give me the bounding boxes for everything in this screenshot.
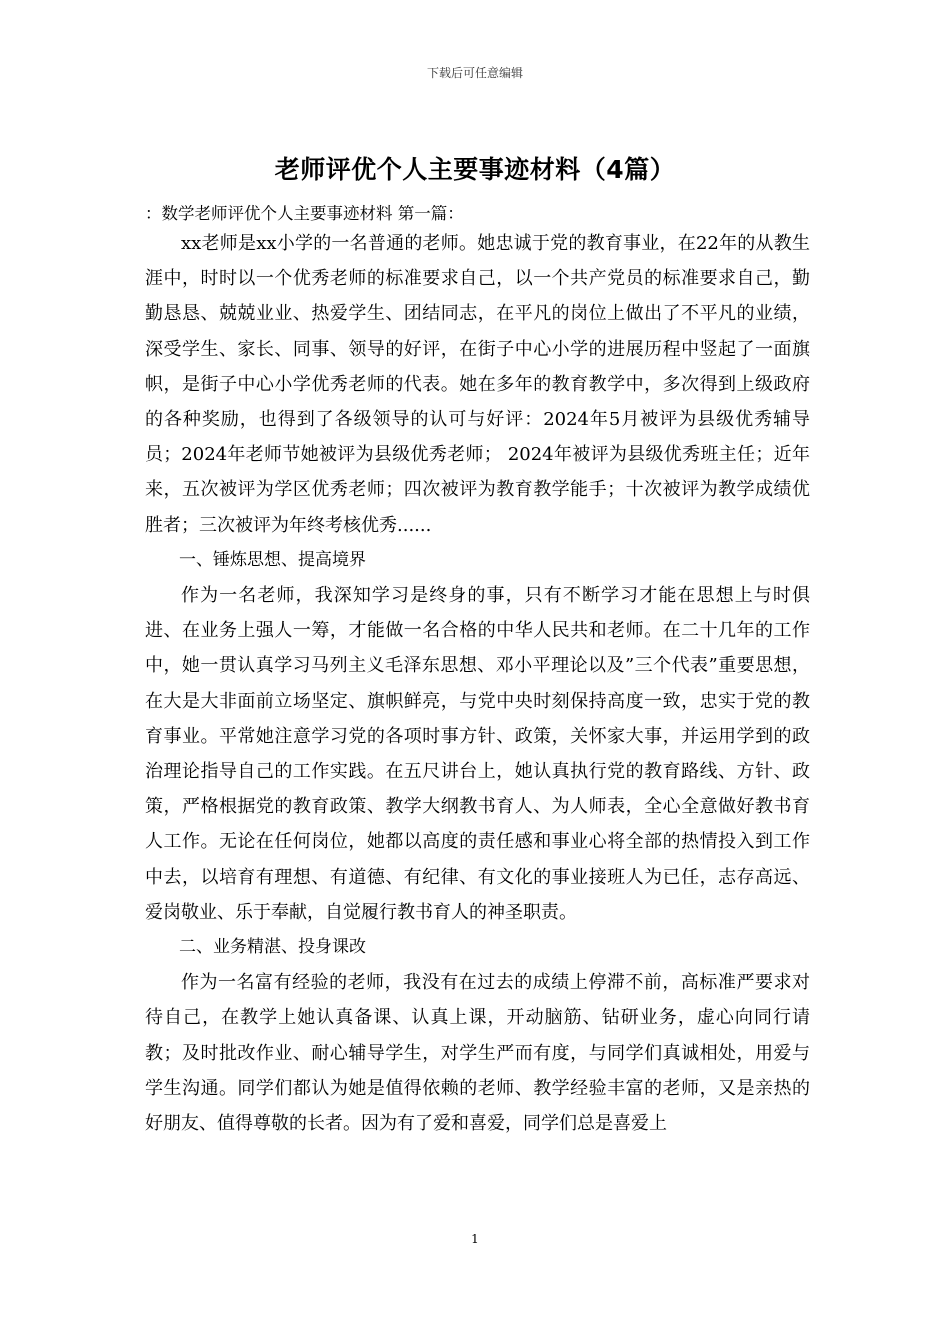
- paragraph-section-1: 作为一名老师，我深知学习是终身的事，只有不断学习才能在思想上与时俱进、在业务上强人一筹，才能做一名合格的中华人民共和老师。在二十几年的工作中，她一贯认真学习马列主义毛泽东思想、邓小平理论以及”三个代表”重要思想，在大是大非面前立场坚定、旗帜鲜亮，与党中央时刻保持高度一致，忠实于党的教育事业。平常她注意学习党的各项时事方针、政策，关怀家大事，并运用学到的政治理论指导自己的工作实践。在五尺讲台上，她认真执行党的教育路线、方针、政策，严格根据党的教育政策、教学大纲教书育人、为人师表，全心全意做好教书育人工作。无论在任何岗位，她都以高度的责任感和事业心将全部的热情投入到工作中去，以培育有理想、有道德、有纪律、有文化的事业接班人为已任，志存高远、爱岗敬业、乐于奉献，自觉履行教书育人的神圣职责。: [145, 585, 810, 923]
- document-body: [145, 226, 810, 1141]
- section-heading-2: 二、业务精湛、投身课改: [179, 937, 366, 958]
- document-title: 老师评优个人主要事迹材料（4篇）: [274, 155, 676, 184]
- section-heading-1: 一、锤炼思想、提高境界: [179, 549, 366, 570]
- paragraph-intro: xx老师是xx小学的一名普通的老师。她忠诚于党的教育事业，在22年的从教生涯中，时时以一个优秀老师的标准要求自己，以一个共产党员的标准要求自己，勤勤恳恳、兢兢业业、热爱学生、团结同志，在平凡的岗位上做出了不平凡的业绩，深受学生、家长、同事、领导的好评，在街子中心小学的进展历程中竖起了一面旗帜，是街子中心小学优秀老师的代表。她在多年的教育教学中，多次得到上级政府的各种奖励，也得到了各级领导的认可与好评：2024年5月被评为县级优秀辅导员；2024年老师节她被评为县级优秀老师； 2024年被评为县级优秀班主任；近年来，五次被评为学区优秀老师；四次被评为教育教学能手；十次被评为教学成绩优胜者；三次被评为年终考核优秀......: [145, 233, 810, 536]
- paragraph-section-2: 作为一名富有经验的老师，我没有在过去的成绩上停滞不前，高标准严要求对待自己，在教学上她认真备课、认真上课，开动脑筋、钻研业务，虚心向同行请教；及时批改作业、耐心辅导学生，对学生严而有度，与同学们真诚相处，用爱与学生沟通。同学们都认为她是值得依赖的老师、教学经验丰富的老师，又是亲热的好朋友、值得尊敬的长者。因为有了爱和喜爱，同学们总是喜爱上: [145, 972, 810, 1135]
- document-subtitle: ：数学老师评优个人主要事迹材料 第一篇：: [145, 204, 464, 223]
- page-number: 1: [471, 1232, 479, 1246]
- header-note: 下载后可任意编辑: [426, 66, 523, 80]
